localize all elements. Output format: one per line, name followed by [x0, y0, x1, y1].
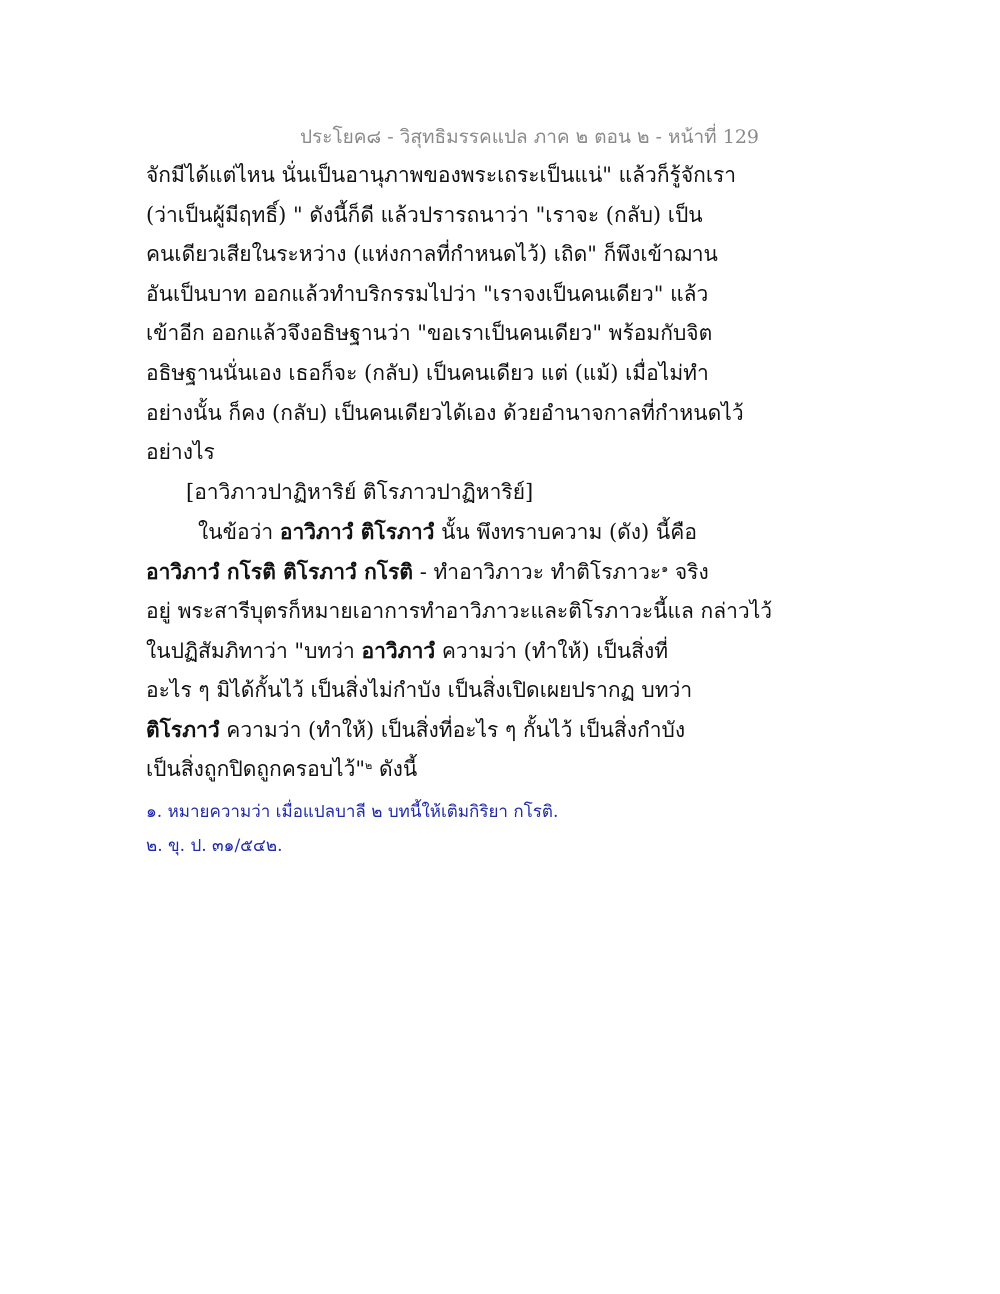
text-line: อธิษฐานนั่นเอง เธอก็จะ (กลับ) เป็นคนเดียว แต่ (แม้) เมื่อไม่ทำ [146, 360, 709, 385]
text-line: อะไร ๆ มิได้กั้นไว้ เป็นสิ่งไม่กำบัง เป็นสิ่งเปิดเผยปรากฏ บทว่า [146, 677, 693, 702]
text-span: นั้น พึงทราบความ (ดัง) นี้คือ [434, 520, 697, 545]
footnote-1: ๑. หมายความว่า เมื่อแปลบาลี ๒ บทนี้ให้เติมกิริยา กโรติ. [146, 802, 559, 822]
text-line: อย่างนั้น ก็คง (กลับ) เป็นคนเดียวได้เอง ด้วยอำนาจกาลที่กำหนดไว้ [146, 400, 744, 425]
footnote-2: ๒. ขุ. ป. ๓๑/๕๔๒. [146, 836, 283, 856]
pali-term: อาวิภาวํ กโรติ ติโรภาวํ กโรติ [146, 558, 414, 584]
text-span: จริง [668, 559, 709, 584]
text-line: อันเป็นบาท ออกแล้วทำบริกรรมไปว่า "เราจงเป็นคนเดียว" แล้ว [146, 281, 709, 306]
text-span: ในปฏิสัมภิทาว่า "บทว่า [146, 639, 362, 664]
text-line: จักมีได้แต่ไหน นั่นเป็นอานุภาพของพระเถระเป็นแน่" แล้วก็รู้จักเรา [146, 163, 737, 187]
text-span: ความว่า (ทำให้) เป็นสิ่งที่ [435, 639, 669, 664]
section-heading: [อาวิภาวปาฏิหาริย์ ติโรภาวปาฏิหาริย์] [186, 479, 534, 504]
text-line: (ว่าเป็นผู้มีฤทธิ์) " ดังนี้ก็ดี แล้วปรารถนาว่า "เราจะ (กลับ) เป็น [146, 202, 703, 227]
page-header: ประโยค๘ - วิสุทธิมรรคแปล ภาค ๒ ตอน ๒ - หน้าที่ 129 [300, 126, 760, 148]
text-line: อยู่ พระสารีบุตรก็หมายเอาการทำอาวิภาวะและติโรภาวะนี้แล กล่าวไว้ [146, 598, 773, 623]
text-line [146, 552, 726, 592]
text-line [146, 710, 726, 750]
text-span: ดังนี้ [372, 756, 418, 781]
text-span: เป็นสิ่งถูกปิดถูกครอบไว้" [146, 756, 366, 781]
footnotes [146, 795, 706, 863]
text-line: อย่างไร [146, 440, 215, 465]
text-span: ในข้อว่า [198, 520, 280, 545]
text-line [146, 631, 726, 671]
pali-term: อาวิภาวํ ติโรภาวํ [279, 519, 435, 545]
text-line [146, 512, 726, 552]
text-line [146, 750, 726, 790]
text-line: เข้าอีก ออกแล้วจึงอธิษฐานว่า "ขอเราเป็นคนเดียว" พร้อมกับจิต [146, 321, 713, 346]
footnote-marker: ๒ [365, 758, 373, 772]
pali-term: อาวิภาวํ [361, 638, 436, 664]
pali-term: ติโรภาวํ [146, 717, 220, 743]
footnote-marker: ๑ [661, 561, 669, 575]
text-span: - ทำอาวิภาวะ ทำติโรภาวะ [413, 559, 662, 584]
text-line: คนเดียวเสียในระหว่าง (แห่งกาลที่กำหนดไว้) เถิด" ก็พึงเข้าฌาน [146, 242, 718, 267]
text-span: ความว่า (ทำให้) เป็นสิ่งที่อะไร ๆ กั้นไว้ เป็นสิ่งกำบัง [219, 718, 686, 743]
main-text [146, 156, 773, 790]
